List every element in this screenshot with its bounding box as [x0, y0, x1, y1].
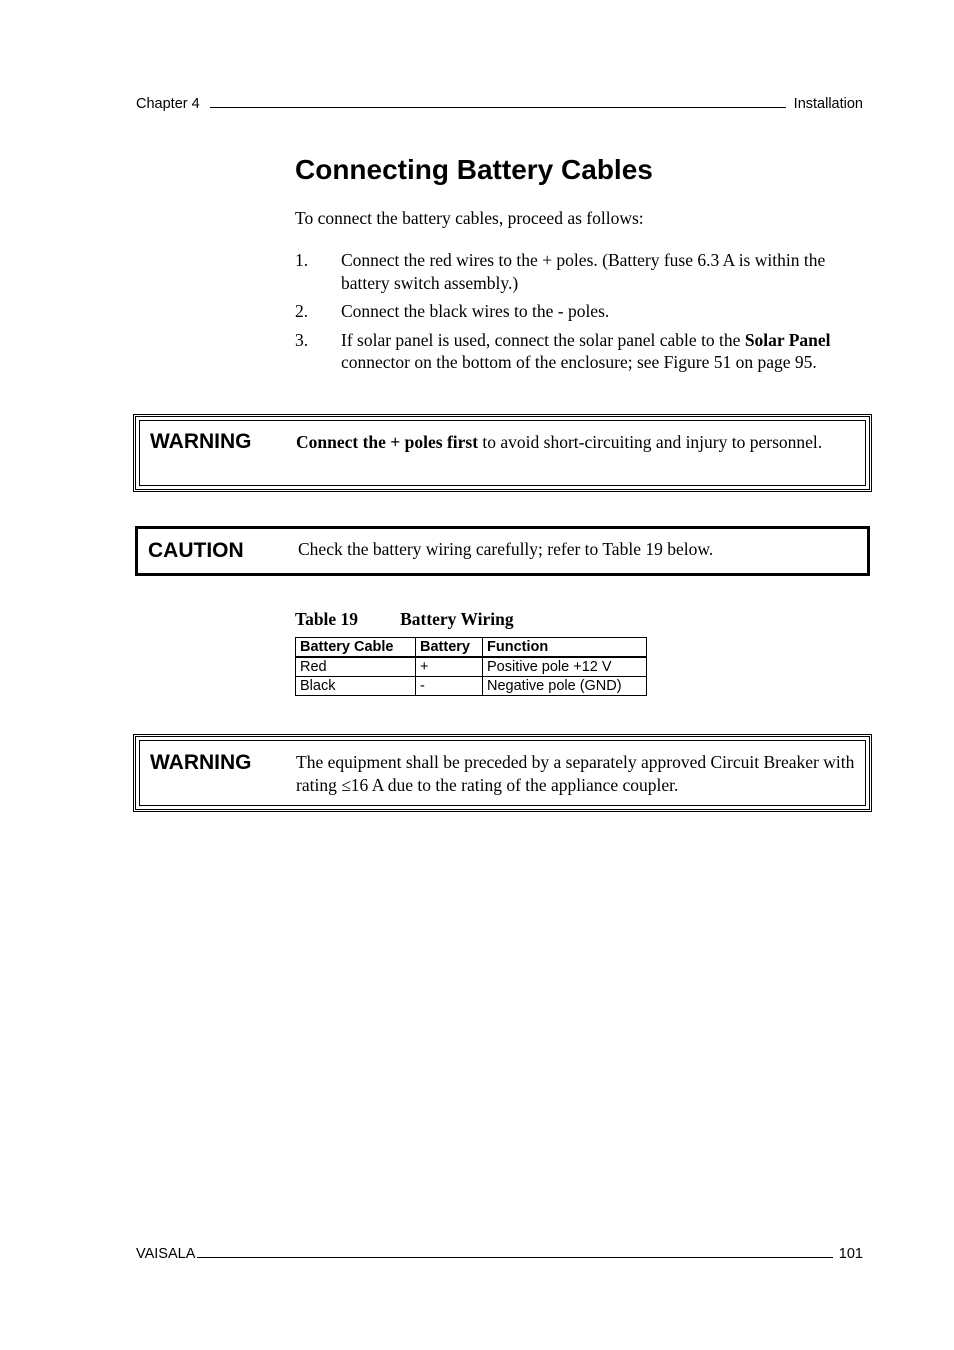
connector-name: Solar Panel — [744, 329, 831, 350]
column-header: Function — [483, 638, 647, 658]
page-title: Connecting Battery Cables — [295, 154, 653, 185]
step-text: Connect the red wires to the + poles. (Battery fuse 6.3 A is within the battery switch assembly.) — [341, 250, 826, 293]
warning-box — [133, 414, 872, 492]
intro-paragraph: To connect the battery cables, proceed as follows: — [295, 208, 644, 228]
table-row — [296, 657, 647, 677]
list-item — [295, 249, 855, 294]
warning-box — [133, 734, 872, 812]
list-item — [295, 329, 855, 374]
steps-list — [295, 249, 855, 380]
table-header-row — [296, 638, 647, 658]
warning-message — [296, 431, 856, 454]
footer-rule — [197, 1257, 832, 1258]
table-cell: Positive pole +12 V — [483, 657, 647, 677]
list-item — [295, 300, 855, 323]
step-number: 1. — [295, 250, 309, 270]
header-section: Installation — [793, 96, 863, 112]
table-number: Table 19 — [295, 609, 359, 629]
step-text — [341, 329, 855, 374]
battery-wiring-table — [295, 637, 647, 696]
warning-label: WARNING — [150, 430, 252, 453]
step-number: 3. — [295, 329, 309, 350]
step-number: 2. — [295, 301, 309, 321]
running-header — [136, 90, 863, 112]
column-header: Battery — [416, 638, 483, 658]
table-row — [296, 677, 647, 696]
table-title: Battery Wiring — [400, 609, 514, 629]
warning-label: WARNING — [150, 751, 252, 774]
warning-text: to avoid short-circuiting and injury to personnel. — [478, 432, 823, 452]
table-cell: + — [416, 657, 483, 677]
caution-message: Check the battery wiring carefully; refer to Table 19 below. — [298, 539, 714, 559]
table-caption — [295, 609, 514, 630]
page-number: 101 — [838, 1246, 863, 1262]
column-header: Battery Cable — [296, 638, 416, 658]
table-cell: Red — [296, 657, 416, 677]
caution-label: CAUTION — [148, 539, 244, 562]
table-cell: - — [416, 677, 483, 696]
step-text: Connect the black wires to the - poles. — [341, 301, 610, 321]
header-rule — [210, 107, 786, 108]
warning-message: The equipment shall be preceded by a separately approved Circuit Breaker with rating ≤16 A due to the rating of the appliance coupler. — [296, 752, 855, 795]
running-footer — [136, 1240, 863, 1262]
warning-emphasis: Connect the + poles first — [296, 432, 479, 452]
step-text-part: connector on the bottom of the enclosure; see Figure 51 on page 95. — [341, 352, 817, 372]
caution-box — [135, 526, 870, 576]
table-cell: Negative pole (GND) — [483, 677, 647, 696]
header-chapter: Chapter 4 — [136, 96, 200, 112]
step-text-part: If solar panel is used, connect the solar panel cable to the — [341, 329, 745, 350]
table-cell: Black — [296, 677, 416, 696]
footer-brand: VAISALA — [136, 1246, 196, 1262]
